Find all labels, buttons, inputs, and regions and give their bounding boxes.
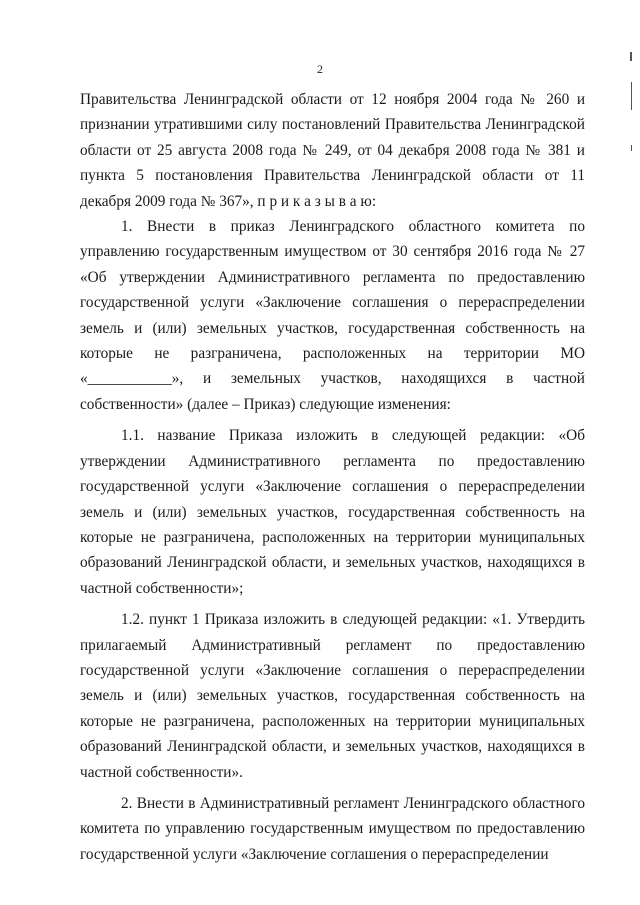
paragraph-item-1-1: 1.1. название Приказа изложить в следующей редакции: «Об утверждении Административного регламента по предоставлению государственной услуги «Заключение соглашения о перераспределении земель и (или) земельных участков, государственная собственность на которые не разграничена, расположенных на территории муниципальных образований Ленинградской области, и земельных участков, находящихся в частной собственности»; [80, 427, 585, 597]
paragraph-item-2: 2. Внести в Административный регламент Ленинградского областного комитета по управлению государственным имуществом по предоставлению государственной услуги «Заключение соглашения о перераспределении [80, 794, 585, 863]
paragraph-preamble-end: Правительства Ленинградской области от 12 ноября 2004 года № 260 и признании утратившими силу постановлений Правительства Ленинградской области от 25 августа 2008 года № 249, от 04 декабря 2008 года № 381 и пункта 5 постановления Правительства Ленинградской области от 11 декабря 2009 года № 367», п р и к а з ы в а ю: [80, 91, 585, 210]
paragraph-item-1-2: 1.2. пункт 1 Приказа изложить в следующей редакции: «1. Утвердить прилагаемый Административный регламент по предоставлению государственной услуги «Заключение соглашения о перераспределении земель и (или) земельных участков, государственная собственность на которые не разграничена, расположенных на территории муниципальных образований Ленинградской области, и земельных участков, находящихся в частной собственности». [80, 611, 585, 781]
paragraph-item-1: 1. Внести в приказ Ленинградского областного комитета по управлению государственным имуществом от 30 сентября 2016 года № 27 «Об утверждении Административного регламента по предоставлению государственной услуги «Заключение соглашения о перераспределении земель и (или) земельных участков, государственная собственность на которые не разграничена, расположенных на территории МО «___________», и земельных участков, находящихся в частной собственности» (далее – Приказ) следующие изменения: [80, 218, 585, 413]
scan-edge-mark [631, 82, 632, 110]
scan-edge-mark [630, 52, 632, 61]
document-body [80, 87, 585, 867]
page-number: 2 [317, 62, 323, 76]
scan-edge-mark [631, 145, 632, 151]
